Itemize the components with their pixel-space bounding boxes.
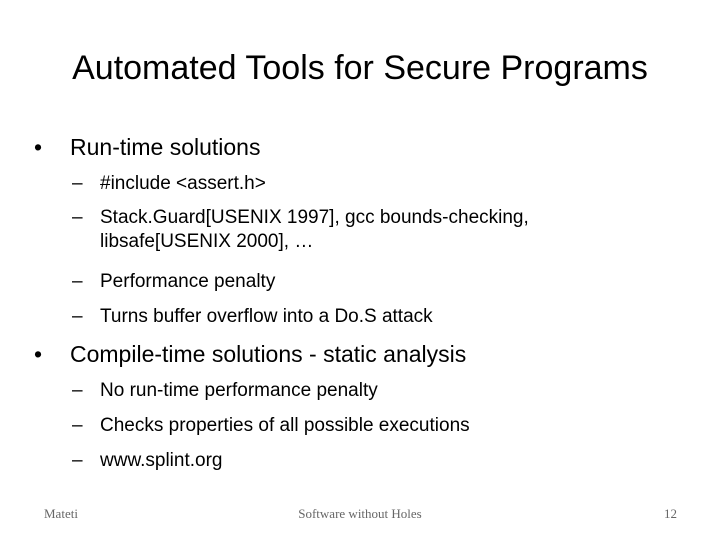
dash-marker: – bbox=[72, 271, 83, 292]
dash-marker: – bbox=[72, 415, 83, 436]
bullet-heading: Compile-time solutions - static analysis bbox=[70, 341, 467, 367]
sub-item-text: Checks properties of all possible executions bbox=[100, 415, 470, 436]
bullet-marker: • bbox=[34, 341, 43, 367]
page-number: 12 bbox=[664, 506, 677, 521]
dash-marker: – bbox=[72, 207, 83, 228]
bullet-heading: Run-time solutions bbox=[70, 134, 261, 160]
sub-item-text: Stack.Guard[USENIX 1997], gcc bounds-checking, libsafe[USENIX 2000], … bbox=[100, 207, 529, 252]
slide-title: Automated Tools for Secure Programs bbox=[72, 49, 648, 87]
sub-item-text: www.splint.org bbox=[100, 450, 223, 471]
bullet-marker: • bbox=[34, 134, 43, 160]
dash-marker: – bbox=[72, 306, 83, 327]
sub-item-text: Performance penalty bbox=[100, 271, 276, 292]
footer-author: Mateti bbox=[44, 506, 78, 521]
footer-title: Software without Holes bbox=[298, 506, 422, 521]
dash-marker: – bbox=[72, 173, 83, 194]
sub-item-text: No run-time performance penalty bbox=[100, 380, 378, 401]
dash-marker: – bbox=[72, 450, 83, 471]
sub-item-text: Turns buffer overflow into a Do.S attack bbox=[100, 306, 433, 327]
sub-item-text: #include <assert.h> bbox=[100, 173, 266, 194]
dash-marker: – bbox=[72, 380, 83, 401]
